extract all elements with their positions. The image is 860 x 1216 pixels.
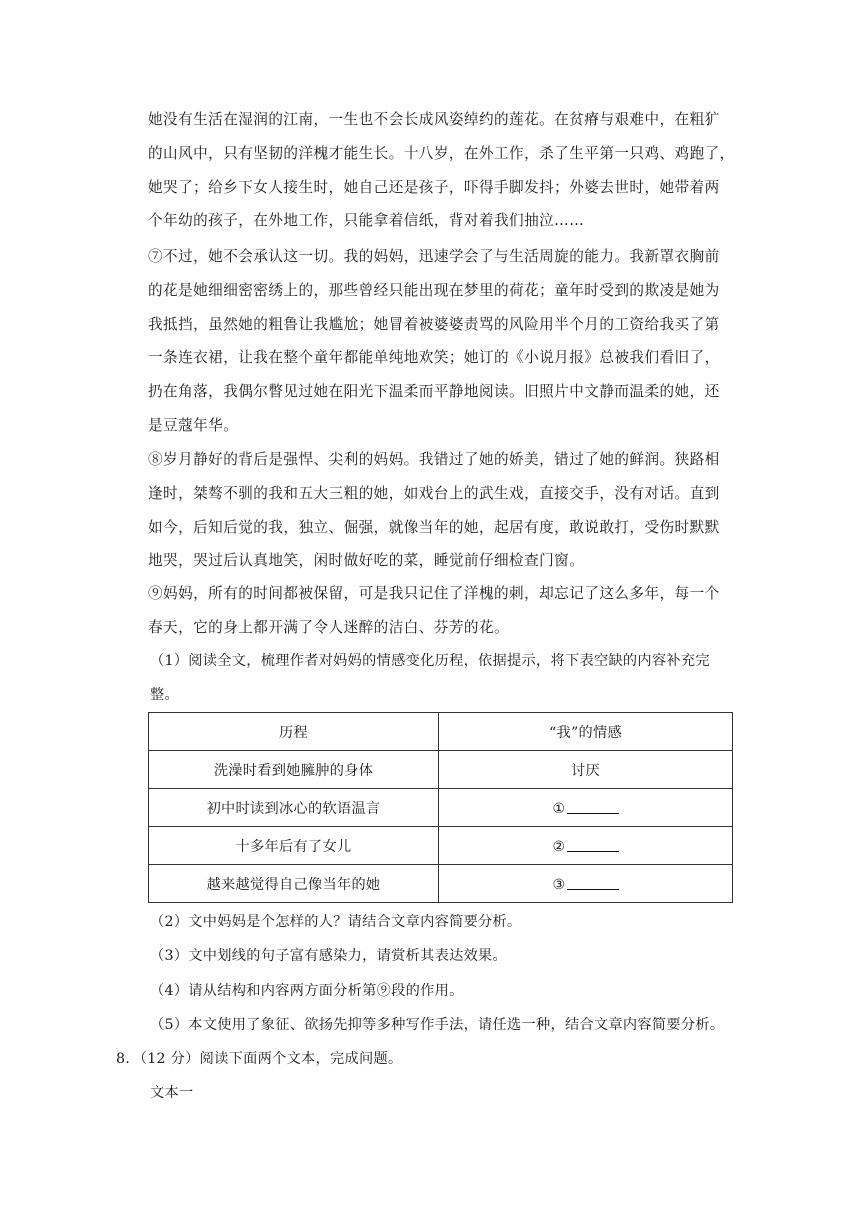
- table-cell-stage: 初中时读到冰心的软语温言: [149, 789, 439, 827]
- table-cell-emotion: [439, 865, 733, 903]
- text-line: 春天，它的身上都开满了令人迷醉的洁白、芬芳的花。: [148, 618, 510, 636]
- table-header-cell: 历程: [149, 713, 439, 751]
- paragraph-continued: [148, 103, 736, 238]
- text-line: 的花是她细细密密绣上的，那些曾经只能出现在梦里的荷花；童年时受到的欺凌是她为: [148, 281, 720, 299]
- question-2: （2）文中妈妈是个怎样的人？请结合文章内容简要分析。: [150, 914, 522, 930]
- table-row: [149, 865, 733, 903]
- text-line: 她哭了；给乡下女人接生时，她自己还是孩子，吓得手脚发抖；外婆去世时，她带着两: [148, 178, 720, 196]
- table-row: [149, 789, 733, 827]
- text-one-label: 文本一: [150, 1085, 194, 1101]
- answer-blank[interactable]: [567, 837, 619, 852]
- blank-marker: ①: [552, 800, 566, 817]
- question-4: （4）请从结构和内容两方面分析第⑨段的作用。: [150, 983, 464, 999]
- text-line: 如今，后知后觉的我，独立、倔强，就像当年的她，起居有度，敢说敢打，受伤时默默: [148, 518, 720, 536]
- table-cell-emotion: 讨厌: [439, 751, 733, 789]
- paragraph-8: [148, 443, 736, 578]
- text-line: 她没有生活在湿润的江南，一生也不会长成风姿绰约的莲花。在贫瘠与艰难中，在粗犷: [148, 111, 720, 128]
- emotion-table: [148, 712, 733, 903]
- table-cell-emotion: [439, 827, 733, 865]
- question-8-heading: 8．（12 分）阅读下面两个文本，完成问题。: [116, 1051, 403, 1067]
- table-header-row: [149, 713, 733, 751]
- question-1: [150, 645, 738, 713]
- text-line: ⑦不过，她不会承认这一切。我的妈妈，迅速学会了与生活周旋的能力。我新罩衣胸前: [148, 248, 720, 265]
- blank-marker: ③: [552, 876, 566, 893]
- table-cell-stage: 洗澡时看到她臃肿的身体: [149, 751, 439, 789]
- answer-blank[interactable]: [567, 875, 619, 890]
- question-3: （3）文中划线的句子富有感染力，请赏析其表达效果。: [150, 948, 508, 964]
- blank-marker: ②: [552, 838, 566, 855]
- table-row: [149, 827, 733, 865]
- text-line: 一条连衣裙，让我在整个童年都能单纯地欢笑；她订的《小说月报》总被我们看旧了，: [148, 349, 720, 367]
- table-cell-stage: 越来越觉得自己像当年的她: [149, 865, 439, 903]
- paragraph-7: [148, 240, 736, 443]
- question-1-text: （1）阅读全文，梳理作者对妈妈的情感变化历程，依据提示，将下表空缺的内容补充完: [150, 653, 710, 669]
- text-line: 地哭，哭过后认真地笑，闲时做好吃的菜，睡觉前仔细检查门窗。: [148, 552, 585, 570]
- question-5: （5）本文使用了象征、欲扬先抑等多种写作手法，请任选一种，结合文章内容简要分析。: [150, 1017, 725, 1033]
- text-line: 个年幼的孩子，在外地工作，只能拿着信纸，背对着我们抽泣……: [148, 212, 585, 230]
- paragraph-9: [148, 577, 736, 645]
- answer-blank[interactable]: [567, 799, 619, 814]
- table-header-cell: “我”的情感: [439, 713, 733, 751]
- text-line: 是豆蔻年华。: [148, 416, 239, 434]
- question-1-text: 整。: [150, 686, 179, 703]
- text-line: ⑨妈妈，所有的时间都被保留，可是我只记住了洋槐的刺，却忘记了这么多年，每一个: [148, 585, 720, 602]
- text-line: 逢时，桀骜不驯的我和五大三粗的她，如戏台上的武生戏，直接交手，没有对话。直到: [148, 484, 720, 502]
- table-row: [149, 751, 733, 789]
- text-line: 扔在角落，我偶尔瞥见过她在阳光下温柔而平静地阅读。旧照片中文静而温柔的她，还: [148, 383, 720, 401]
- text-line: ⑧岁月静好的背后是强悍、尖利的妈妈。我错过了她的娇美，错过了她的鲜润。狭路相: [148, 451, 720, 468]
- table-cell-emotion: [439, 789, 733, 827]
- text-line: 我抵挡，虽然她的粗鲁让我尴尬；她冒着被婆婆责骂的风险用半个月的工资给我买了第: [148, 315, 720, 333]
- table-cell-stage: 十多年后有了女儿: [149, 827, 439, 865]
- text-line: 的山风中，只有坚韧的洋槐才能生长。十八岁，在外工作，杀了生平第一只鸡、鸡跑了，: [148, 144, 735, 162]
